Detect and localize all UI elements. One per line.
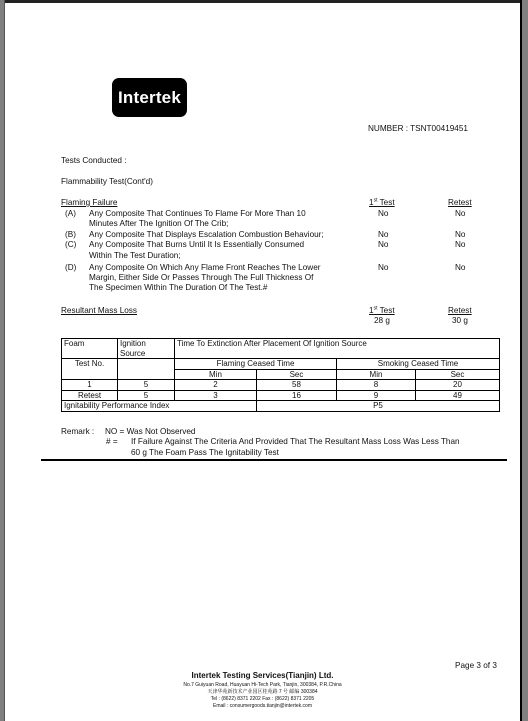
item-label: (C)	[65, 240, 77, 249]
remark-hash-line1: If Failure Against The Criteria And Provided That The Resultant Mass Loss Was Less Than	[131, 437, 460, 446]
flaming-failure-heading: Flaming Failure	[61, 198, 118, 207]
item-text: Any Composite That Displays Escalation Combustion Behaviour;	[89, 230, 324, 239]
item-text: The Specimen Within The Duration Of The Test.#	[89, 283, 268, 292]
results-table	[61, 338, 500, 412]
footer-address-cn: 天津华苑新技术产业园区桂苑路 7 号 邮编 300384	[207, 689, 318, 695]
retest-result: No	[455, 240, 466, 249]
intertek-logo: Intertek	[112, 78, 187, 117]
mass-first-value: 28 g	[374, 316, 390, 325]
table-row: 1 5 2 58 8 20	[62, 380, 500, 391]
sec-header: Sec	[257, 369, 337, 380]
item-text: Within The Test Duration;	[89, 251, 181, 260]
time-header: Time To Extinction After Placement Of Ignition Source	[175, 339, 500, 359]
retest-header: Retest	[448, 198, 472, 207]
item-text: Minutes After The Ignition Of The Crib;	[89, 219, 229, 228]
footer-phone: Tel : (8622) 8371 2202 Fax : (8622) 8371 2205	[210, 696, 315, 702]
first-test-result: No	[378, 230, 389, 239]
remark-hash-line2: 60 g The Foam Pass The Ignitability Test	[131, 448, 279, 457]
index-value: P5	[257, 401, 500, 412]
min-header: Min	[337, 369, 416, 380]
item-text: Margin, Either Side Or Passes Through The Full Thickness Of	[89, 273, 314, 282]
index-label: Ignitability Performance Index	[62, 401, 257, 412]
first-test-result: No	[378, 263, 389, 272]
remark-no: NO = Was Not Observed	[105, 427, 196, 436]
mass-retest-value: 30 g	[452, 316, 468, 325]
flaming-ceased-header: Flaming Ceased Time	[175, 359, 337, 370]
document-page	[4, 0, 522, 721]
item-text: Any Composite That Burns Until It Is Essentially Consumed	[89, 240, 305, 249]
retest-result: No	[455, 209, 466, 218]
remark-hash: # =	[106, 437, 118, 446]
mass-retest-header: Retest	[448, 306, 472, 315]
report-number: NUMBER : TSNT00419451	[368, 124, 468, 133]
mass-first-test-header: 1st Test	[369, 305, 395, 315]
min-header: Min	[175, 369, 257, 380]
remark-label: Remark :	[61, 427, 95, 436]
footer-address: No.7 Guiyuan Road, Huayuan Hi-Tech Park, Tianjin, 300384, P.R.China	[183, 682, 342, 688]
item-text: Any Composite That Continues To Flame For More Than 10	[89, 209, 306, 218]
item-text: Any Composite On Which Any Flame Front Reaches The Lower	[89, 263, 321, 272]
first-test-result: No	[378, 240, 389, 249]
item-label: (B)	[65, 230, 76, 239]
section-subtitle: Flammability Test(Cont'd)	[61, 177, 153, 186]
tests-conducted-label: Tests Conducted :	[61, 156, 127, 165]
foam-header: Foam	[62, 339, 118, 358]
mass-loss-heading: Resultant Mass Loss	[61, 306, 137, 315]
retest-result: No	[455, 230, 466, 239]
footer-email: Email : consumergoods.tianjin@intertek.com	[212, 703, 312, 709]
first-test-header: 1st Test	[369, 197, 395, 207]
first-test-result: No	[378, 209, 389, 218]
item-label: (A)	[65, 209, 76, 218]
test-no-header: Test No.	[62, 359, 118, 380]
page-number: Page 3 of 3	[455, 661, 497, 670]
table-row: Retest 5 3 16 9 49	[62, 390, 500, 401]
footer-company: Intertek Testing Services(Tianjin) Ltd.	[191, 671, 334, 680]
top-border	[5, 0, 520, 3]
sec-header: Sec	[416, 369, 500, 380]
item-label: (D)	[65, 263, 77, 272]
retest-result: No	[455, 263, 466, 272]
section-divider	[41, 459, 507, 461]
ignition-source-header: Ignition Source	[118, 339, 175, 359]
smoking-ceased-header: Smoking Ceased Time	[337, 359, 500, 370]
